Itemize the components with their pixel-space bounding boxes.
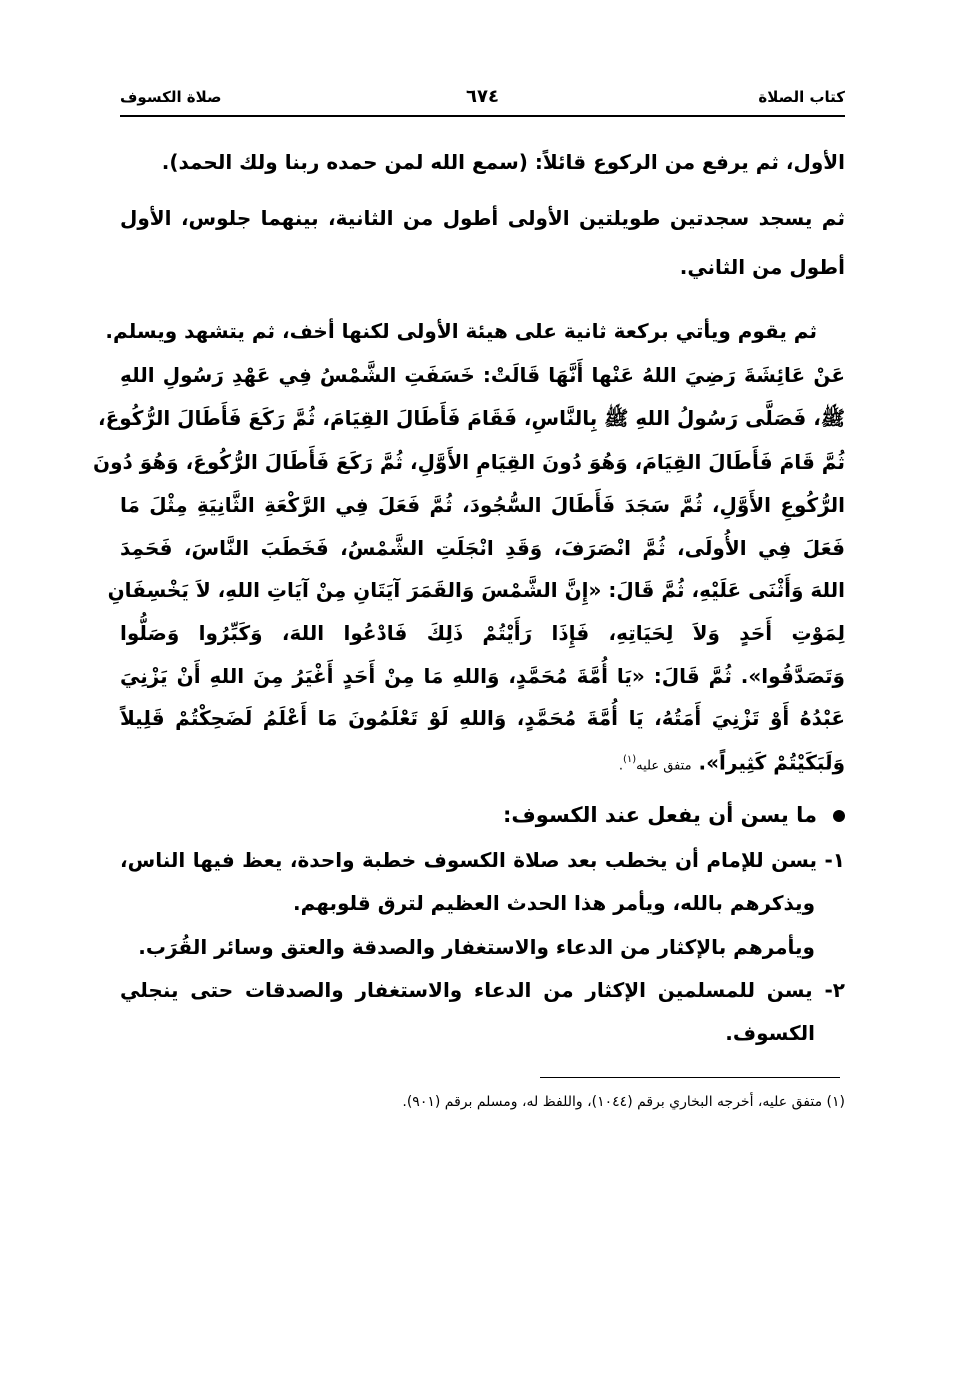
page-number: ٦٧٤	[466, 86, 499, 107]
list-item-2	[120, 973, 845, 1007]
item-text: يسن للمسلمين الإكثار من الدعاء والاستغفار والصدقات حتى ينجلي	[120, 978, 813, 1002]
text-line: ثم يقوم ويأتي بركعة ثانية على هيئة الأولى لكنها أخف، ثم يتشهد ويسلم.	[105, 319, 817, 343]
footnote-reference: (١)	[622, 754, 637, 765]
text-line: ثم يسجد سجدتين طويلتين الأولى أطول من الثانية، بينهما جلوس، الأول	[120, 206, 845, 230]
list-item-1	[120, 843, 845, 877]
chapter-title: صلاة الكسوف	[120, 88, 222, 106]
item-number: ٢-	[824, 978, 845, 1002]
footnote-rule	[540, 1077, 840, 1078]
text-line: أطول من الثاني.	[679, 255, 845, 279]
book-title: كتاب الصلاة	[758, 88, 845, 106]
item-text-line: ويذكرهم بالله، ويأمر هذا الحدث العظيم لترق قلوبهم.	[292, 891, 815, 915]
bullet-icon	[833, 810, 845, 822]
running-header	[120, 84, 845, 114]
hadith-line: ﷺ، فَصَلَّى رَسُولُ اللهِ ﷺ بِالنَّاسِ، فَقَامَ فَأَطَالَ القِيَامَ، ثُمَّ رَكَعَ فَأَطَالَ الرُّكُوعَ،	[97, 406, 845, 430]
footnote: (١) متفق عليه، أخرجه البخاري برقم (١٠٤٤)، واللفظ له، ومسلم برقم (٩٠١).	[402, 1094, 845, 1110]
item-number: ١-	[824, 848, 845, 872]
item-text: يسن للإمام أن يخطب بعد صلاة الكسوف خطبة واحدة، يعظ فيها الناس،	[120, 848, 817, 872]
hadith-line: عَبْدُهُ أَوْ تَزْنِيَ أَمَتُهُ، يَا أُمَّةَ مُحَمَّدٍ، وَاللهِ لَوْ تَعْلَمُونَ مَا أَعْلَمُ لَضَحِكْتُمْ قَلِيلاً	[120, 706, 845, 730]
hadith-line: فَعَلَ فِي الأُولَى، ثُمَّ انْصَرَفَ، وَقَدِ انْجَلَتِ الشَّمْسُ، فَخَطَبَ النَّاسَ، فَحَمِدَ	[120, 536, 845, 560]
hadith-line: عَنْ عَائِشَةَ رَضِيَ اللهُ عَنْها أَنَّهَا قَالَتْ: خَسَفَتِ الشَّمْسُ فِي عَهْدِ رَسُولِ اللهِ	[120, 363, 845, 387]
item-text-line: ويأمرهم بالإكثار من الدعاء والاستغفار والصدقة والعتق وسائر القُرَب.	[138, 935, 815, 959]
header-rule	[120, 115, 845, 117]
hadith-line: لِمَوْتِ أَحَدٍ وَلاَ لِحَيَاتِهِ، فَإِذَا رَأَيْتُمْ ذَلِكَ فَادْعُوا اللهَ، وَكَبِّرُوا وَصَلُّوا	[120, 621, 845, 645]
section-heading	[120, 798, 845, 832]
hadith-line: الرُّكُوعِ الأَوَّلِ، ثُمَّ سَجَدَ فَأَطَالَ السُّجُودَ، ثُمَّ فَعَلَ فِي الرَّكْعَةِ الثَّانِيَةِ مِثْلَ مَا	[120, 493, 845, 517]
text-line: الأول، ثم يرفع من الركوع قائلاً: (سمع الله لمن حمده ربنا ولك الحمد).	[161, 150, 845, 174]
section-heading-text: ما يسن أن يفعل عند الكسوف:	[503, 803, 817, 827]
hadith-line: ثُمَّ قَامَ فَأَطَالَ القِيَامَ، وَهُوَ دُونَ القِيَامِ الأَوَّلِ، ثُمَّ رَكَعَ فَأَطَالَ الرُّكُوعَ، وَهُوَ دُونَ	[93, 450, 845, 474]
hadith-line-last: وَلَبَكَيْتُمْ كَثِيراً». متفق عليه$^{(١)}$.	[618, 750, 845, 775]
hadith-line: وَتَصَدَّقُوا». ثُمَّ قَالَ: «يَا أُمَّةَ مُحَمَّدٍ، وَاللهِ مَا مِنْ أَحَدٍ أَغْيَرُ مِنَ اللهِ أَنْ يَزْنِيَ	[120, 664, 845, 688]
hadith-line: اللهَ وَأَثْنَى عَلَيْهِ، ثُمَّ قَالَ: «إِنَّ الشَّمْسَ وَالقَمَرَ آيَتَانِ مِنْ آيَاتِ اللهِ، لاَ يَخْسِفَانِ	[107, 578, 845, 602]
item-text-line: الكسوف.	[725, 1021, 815, 1045]
hadith-source: متفق عليه	[636, 758, 692, 774]
hadith-text: وَلَبَكَيْتُمْ كَثِيراً».	[698, 750, 845, 775]
